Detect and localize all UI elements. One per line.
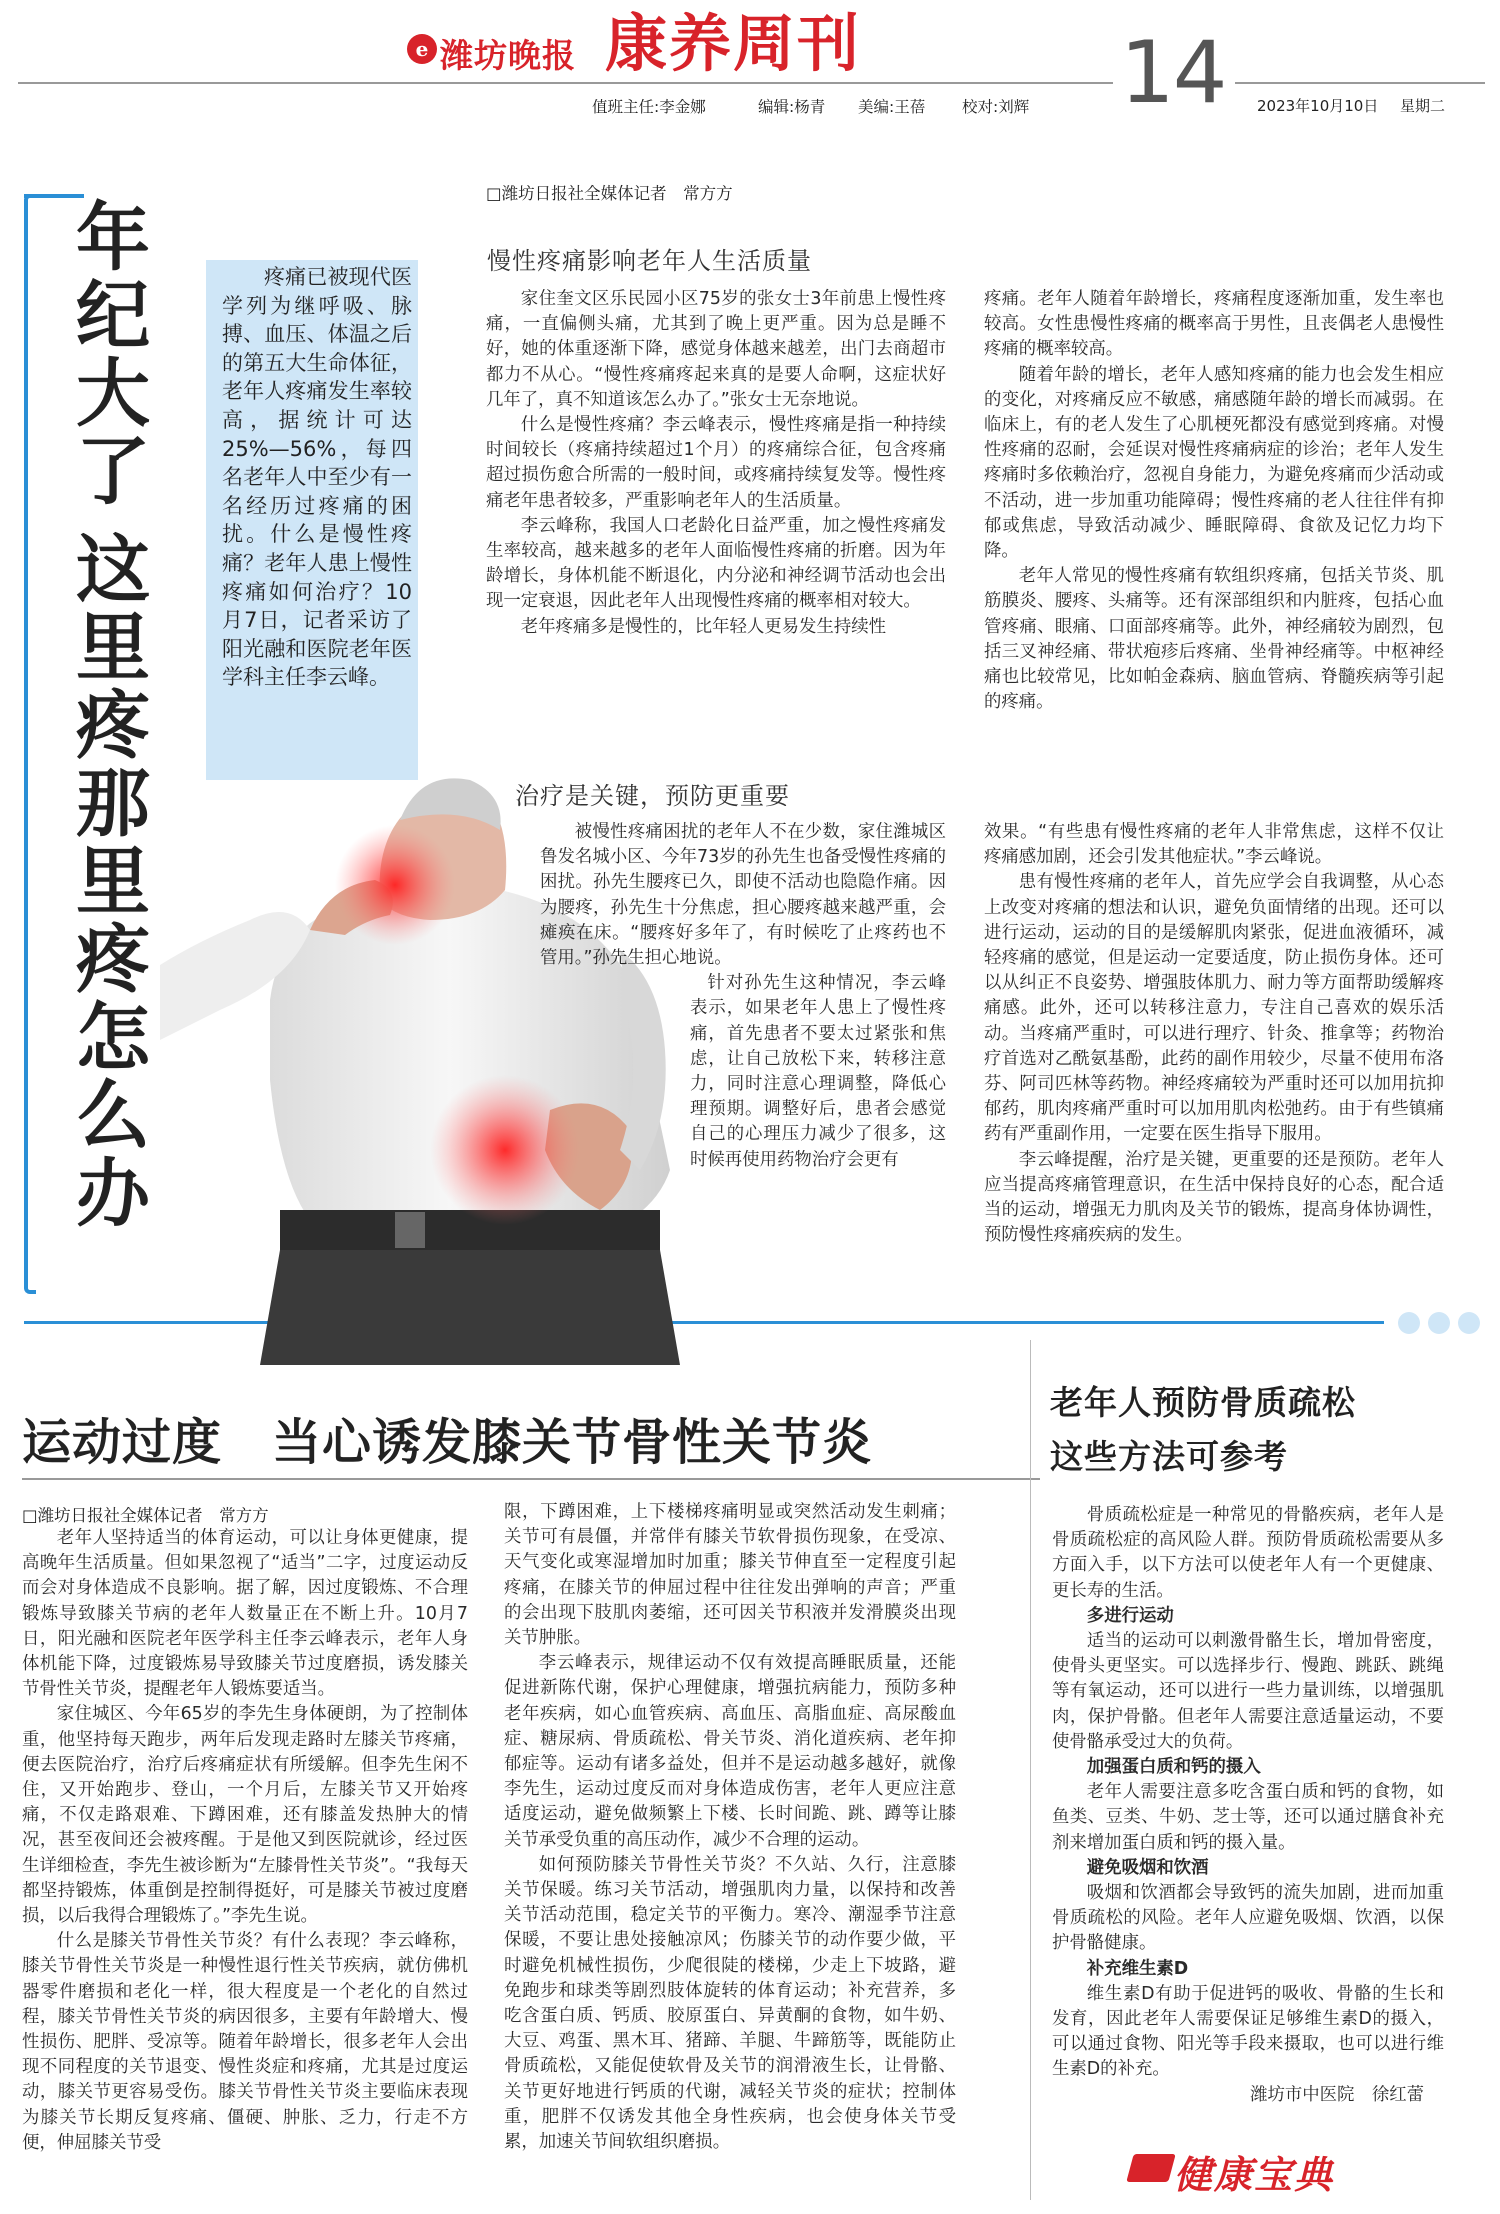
editor-editor: 编辑:杨青 — [758, 98, 826, 116]
editor-duty: 值班主任:李金娜 — [592, 98, 706, 116]
paragraph: 李云峰表示，规律运动不仅有效提高睡眠质量，还能促进新陈代谢，保护心理健康，增强抗病能力，预防多种老年疾病，如心血管疾病、高血压、高脂血症、高尿酸血症、糖尿病、骨质疏松、骨关节炎、消化道疾病、老年抑郁症等。运动有诸多益处，但并不是运动越多越好，就像李先生，运动过度反而对身体造成伤害，老年人更应注意适度运动，避免做频繁上下楼、长时间跪、跳、蹲等让膝关节承受负重的高压动作，减少不合理的运动。 — [504, 1653, 956, 1850]
footer-logo — [1130, 2144, 1420, 2197]
article1-sec1-left — [486, 287, 946, 640]
paragraph: 老年疼痛多是慢性的，比年轻人更易发生持续性 — [520, 616, 887, 637]
paragraph: 李云峰提醒，治疗是关键，更重要的还是预防。老年人应当提高疼痛管理意识，在生活中保持良好的心态，配合适当的运动，增强无力肌肉及关节的锻炼，提高身体协调性，预防慢性疼痛疾病的发生。 — [984, 1149, 1444, 1246]
headline-line-2: 这里疼那里疼怎么办 — [64, 530, 150, 1232]
paragraph: 老年人需要注意多吃含蛋白质和钙的食物，如鱼类、豆类、牛奶、芝士等，还可以通过膳食补充剂来增加蛋白质和钙的摄入量。 — [1052, 1782, 1444, 1853]
paragraph: 什么是慢性疼痛？李云峰表示，慢性疼痛是指一种持续时间较长（疼痛持续超过1个月）的疼痛综合征，包含疼痛超过损伤愈合所需的一般时间，或疼痛持续复发等。慢性疼痛老年患者较多，严重影响老年人的生活质量。 — [486, 415, 946, 511]
article1-sec2-right — [984, 820, 1444, 1248]
paragraph: 老年人坚持适当的体育运动，可以让身体更健康，提高晚年生活质量。但如果忽视了“适当”二字，过度运动反而会对身体造成不良影响。据了解，因过度锻炼、不合理锻炼导致膝关节病的老年人数量正在不断上升。10月7日，阳光融和医院老年医学科主任李云峰表示，老年人身体机能下降，过度锻炼易导致膝关节过度磨损，诱发膝关节骨性关节炎，提醒老年人锻炼要适当。 — [22, 1528, 468, 1700]
article1-byline: □潍坊日报社全媒体记者 常方方 — [486, 184, 733, 203]
paragraph: 针对孙先生这种情况，李云峰表示，如果老年人患上了慢性疼痛，首先患者不要太过紧张和焦虑，让自己放松下来，转移注意力，同时注意心理调整，降低心理预期。调整好后，患者会感觉自己的心理压力减少了很多，这时候再使用药物治疗会更有 — [690, 973, 946, 1170]
paragraph: 李云峰称，我国人口老龄化日益严重，加之慢性疼痛发生率较高，越来越多的老年人面临慢性疼痛的折磨。因为年龄增长，身体机能不断退化，内分泌和神经调节活动也会出现一定衰退，因此老年人出现慢性疼痛的概率相对较大。 — [486, 515, 946, 612]
article3-headline-1: 老年人预防骨质疏松 — [1050, 1383, 1356, 1422]
paragraph: 如何预防膝关节骨性关节炎？不久站、久行，注意膝关节保暖。练习关节活动，增强肌肉力量，以保持和改善关节活动范围，稳定关节的平衡力。寒冷、潮湿季节注意保暖，不要让患处接触凉风；伤膝关节的动作要少做，平时避免机械性损伤，少爬很陡的楼梯，少走上下坡路，避免跑步和球类等剧烈肢体旋转的体育运动；补充营养，多吃含蛋白质、钙质、胶原蛋白、异黄酮的食物，如牛奶、大豆、鸡蛋、黑木耳、猪蹄、羊腿、牛蹄筋等，既能防止骨质疏松，又能促使软骨及关节的润滑液生长，让骨骼、关节更好地进行钙质的代谢，减轻关节炎的症状；控制体重，肥胖不仅诱发其他全身性疾病，也会使身体关节受累，加速关节间软组织磨损。 — [504, 1854, 956, 2153]
paper-logo-icon: e — [407, 34, 437, 64]
article1-lead: 疼痛已被现代医学列为继呼吸、脉搏、血压、体温之后的第五大生命体征，老年人疼痛发生率较高，据统计可达25%—56%，每四名老年人中至少有一名经历过疼痛的困扰。什么是慢性疼痛？老年人患上慢性疼痛如何治疗？10月7日，记者采访了阳光融和医院老年医学科主任李云峰。 — [222, 265, 412, 690]
editor-proof: 校对:刘辉 — [962, 98, 1030, 116]
paragraph: 维生素D有助于促进钙的吸收、骨骼的生长和发育，因此老年人需要保证足够维生素D的摄入，可以通过食物、阳光等手段来摄取，也可以进行维生素D的补充。 — [1052, 1983, 1444, 2080]
subhead: 加强蛋白质和钙的摄入 — [1086, 1757, 1261, 1778]
article2-headline: 运动过度 当心诱发膝关节骨性关节炎 — [22, 1414, 873, 1471]
issue-date: 2023年10月10日 — [1257, 97, 1379, 115]
paragraph: 疼痛。老年人随着年龄增长，疼痛程度逐渐加重，发生率也较高。女性患慢性疼痛的概率高于男性，且丧偶老人患慢性疼痛的概率较高。 — [984, 289, 1444, 360]
headline-line-1: 年纪大了 — [64, 198, 150, 510]
article1-sec1-right — [984, 287, 1444, 715]
decor-dot-1 — [1398, 1312, 1420, 1334]
article1-subhead-2: 治疗是关键，预防更重要 — [515, 782, 790, 810]
header-rule-right — [1235, 82, 1485, 84]
paragraph: 骨质疏松症是一种常见的骨骼疾病，老年人是骨质疏松症的高风险人群。预防骨质疏松需要从多方面入手，以下方法可以使老年人有一个更健康、更长寿的生活。 — [1052, 1505, 1444, 1601]
paragraph: 家住奎文区乐民园小区75岁的张女士3年前患上慢性疼痛，一直偏侧头痛，尤其到了晚上更严重。因为总是睡不好，她的体重逐渐下降，感觉身体越来越差，出门去商超市都力不从心。“慢性疼痛疼起来真的是要人命啊，这症状好几年了，真不知道该怎么办了。”张女士无奈地说。 — [486, 289, 946, 410]
book-icon — [1126, 2154, 1176, 2182]
header-rule-left — [18, 82, 1113, 84]
signature: 潍坊市中医院 徐红蕾 — [1250, 2084, 1424, 2105]
page-number: 14 — [1120, 23, 1226, 123]
paragraph: 被慢性疼痛困扰的老年人不在少数，家住潍城区鲁发名城小区、今年73岁的孙先生也备受慢性疼痛的困扰。孙先生腰疼已久，即使不活动也隐隐作痛。因为腰疼，孙先生十分焦虑，担心腰疼越来越严重，会瘫痪在床。“腰疼好多年了，有时候吃了止疼药也不管用。”孙先生担心地说。 — [540, 822, 946, 969]
column-divider — [1030, 1340, 1031, 2200]
article2-rule — [22, 1478, 1040, 1480]
decor-dot-2 — [1428, 1312, 1450, 1334]
paragraph: 什么是膝关节骨性关节炎？有什么表现？李云峰称，膝关节骨性关节炎是一种慢性退行性关节疾病，就仿佛机器零件磨损和老化一样，很大程度是一个老化的自然过程，膝关节骨性关节炎的病因很多，主要有年龄增大、慢性损伤、肥胖、受凉等。随着年龄增长，很多老年人会出现不同程度的关节退变、慢性炎症和疼痛，尤其是过度运动，膝关节更容易受伤。膝关节骨性关节炎主要临床表现为膝关节长期反复疼痛、僵硬、肿胀、乏力，行走不方便，伸屈膝关节受 — [22, 1931, 468, 2153]
article1-headline — [64, 198, 168, 1232]
article1-frame — [24, 194, 36, 1294]
paragraph: 患有慢性疼痛的老年人，首先应学会自我调整，从心态上改变对疼痛的想法和认识，避免负面情绪的出现。还可以进行运动，运动的目的是缓解肌肉紧张，促进血液循环，减轻疼痛的感觉，但是运动一定要适度，防止损伤身体。还可以从纠正不良姿势、增强肢体肌力、耐力等方面帮助缓解疼痛感。此外，还可以转移注意力，专注自己喜欢的娱乐活动。当疼痛严重时，可以进行理疗、针灸、推拿等；药物治疗首选对乙酰氨基酚，此药的副作用较少，尽量不使用布洛芬、阿司匹林等药物。神经疼痛较为严重时还可以加用抗抑郁药，肌肉疼痛严重时可以加用肌肉松弛药。由于有些镇痛药有严重副作用，一定要在医生指导下服用。 — [984, 872, 1444, 1145]
section-name: 康养周刊 — [605, 7, 862, 80]
footer-logo-text: 健康宝典 — [1174, 2152, 1335, 2197]
subhead: 补充维生素D — [1086, 1958, 1189, 1979]
article3-headline-2: 这些方法可参考 — [1050, 1437, 1288, 1476]
article2-byline: □潍坊日报社全媒体记者 常方方 — [22, 1506, 269, 1525]
article1-subhead-1: 慢性疼痛影响老年人生活质量 — [487, 247, 812, 275]
masthead — [0, 0, 1500, 125]
paragraph: 效果。“有些患有慢性疼痛的老年人非常焦虑，这样不仅让疼痛感加剧，还会引发其他症状。”李云峰说。 — [984, 822, 1444, 868]
subhead: 多进行运动 — [1086, 1605, 1174, 1626]
paragraph: 限，下蹲困难，上下楼梯疼痛明显或突然活动发生刺痛；关节可有晨僵，并常伴有膝关节软骨损伤现象，在受凉、天气变化或寒湿增加时加重；膝关节伸直至一定程度引起疼痛，在膝关节的伸屈过程中往往发出弹响的声音；严重的会出现下肢肌肉萎缩，还可因关节积液并发滑膜炎出现关节肿胀。 — [504, 1502, 956, 1649]
decor-dot-3 — [1458, 1312, 1480, 1334]
paragraph: 随着年龄的增长，老年人感知疼痛的能力也会发生相应的变化，对疼痛反应不敏感，痛感随年龄的增长而减弱。在临床上，有的老人发生了心肌梗死都没有感觉到疼痛。对慢性疼痛的忍耐，会延误对慢性疼痛病症的诊治；老年人发生疼痛时多依赖治疗，忽视自身能力，为避免疼痛而少活动或不活动，进一步加重功能障碍；慢性疼痛的老人往往伴有抑郁或焦虑，导致活动减少、睡眠障碍、食欲及记忆力均下降。 — [984, 364, 1444, 562]
article2-col1 — [22, 1526, 468, 2156]
issue-weekday: 星期二 — [1400, 97, 1446, 115]
article2-col2 — [504, 1500, 956, 2155]
article3-body — [1052, 1503, 1444, 2108]
paper-name: 潍坊晚报 — [440, 36, 576, 75]
paragraph: 适当的运动可以刺激骨骼生长，增加骨密度，使骨头更坚实。可以选择步行、慢跑、跳跃、跳绳等有氧运动，还可以进行一些力量训练，以增强肌肉，保护骨骼。但老年人需要注意适量运动，不要使骨骼承受过大的负荷。 — [1052, 1631, 1444, 1752]
paragraph: 吸烟和饮酒都会导致钙的流失加剧，进而加重骨质疏松的风险。老年人应避免吸烟、饮酒，以保护骨骼健康。 — [1052, 1883, 1444, 1954]
article1-sec2-left — [540, 820, 946, 1173]
paragraph: 家住城区、今年65岁的李先生身体硬朗，为了控制体重，他坚持每天跑步，两年后发现走路时左膝关节疼痛，便去医院治疗，治疗后疼痛症状有所缓解。但李先生闲不住，又开始跑步、登山，一个月后，左膝关节又开始疼痛，不仅走路艰难、下蹲困难，还有膝盖发热肿大的情况，甚至夜间还会被疼醒。于是他又到医院就诊，经过医生详细检查，李先生被诊断为“左膝骨性关节炎”。“我每天都坚持锻炼，体重倒是控制得挺好，可是膝关节被过度磨损，以后我得合理锻炼了。”李先生说。 — [22, 1704, 468, 1927]
subhead: 避免吸烟和饮酒 — [1086, 1857, 1209, 1878]
article3-headline — [1050, 1376, 1356, 1484]
editor-art: 美编:王蓓 — [858, 98, 926, 116]
paragraph: 老年人常见的慢性疼痛有软组织疼痛，包括关节炎、肌筋膜炎、腰疼、头痛等。还有深部组织和内脏疼，包括心血管疼痛、眼痛、口面部疼痛等。此外，神经痛较为剧烈，包括三叉神经痛、带状疱疹后疼痛、坐骨神经痛等。中枢神经痛也比较常见，比如帕金森病、脑血管病、脊髓疾病等引起的疼痛。 — [984, 566, 1444, 713]
